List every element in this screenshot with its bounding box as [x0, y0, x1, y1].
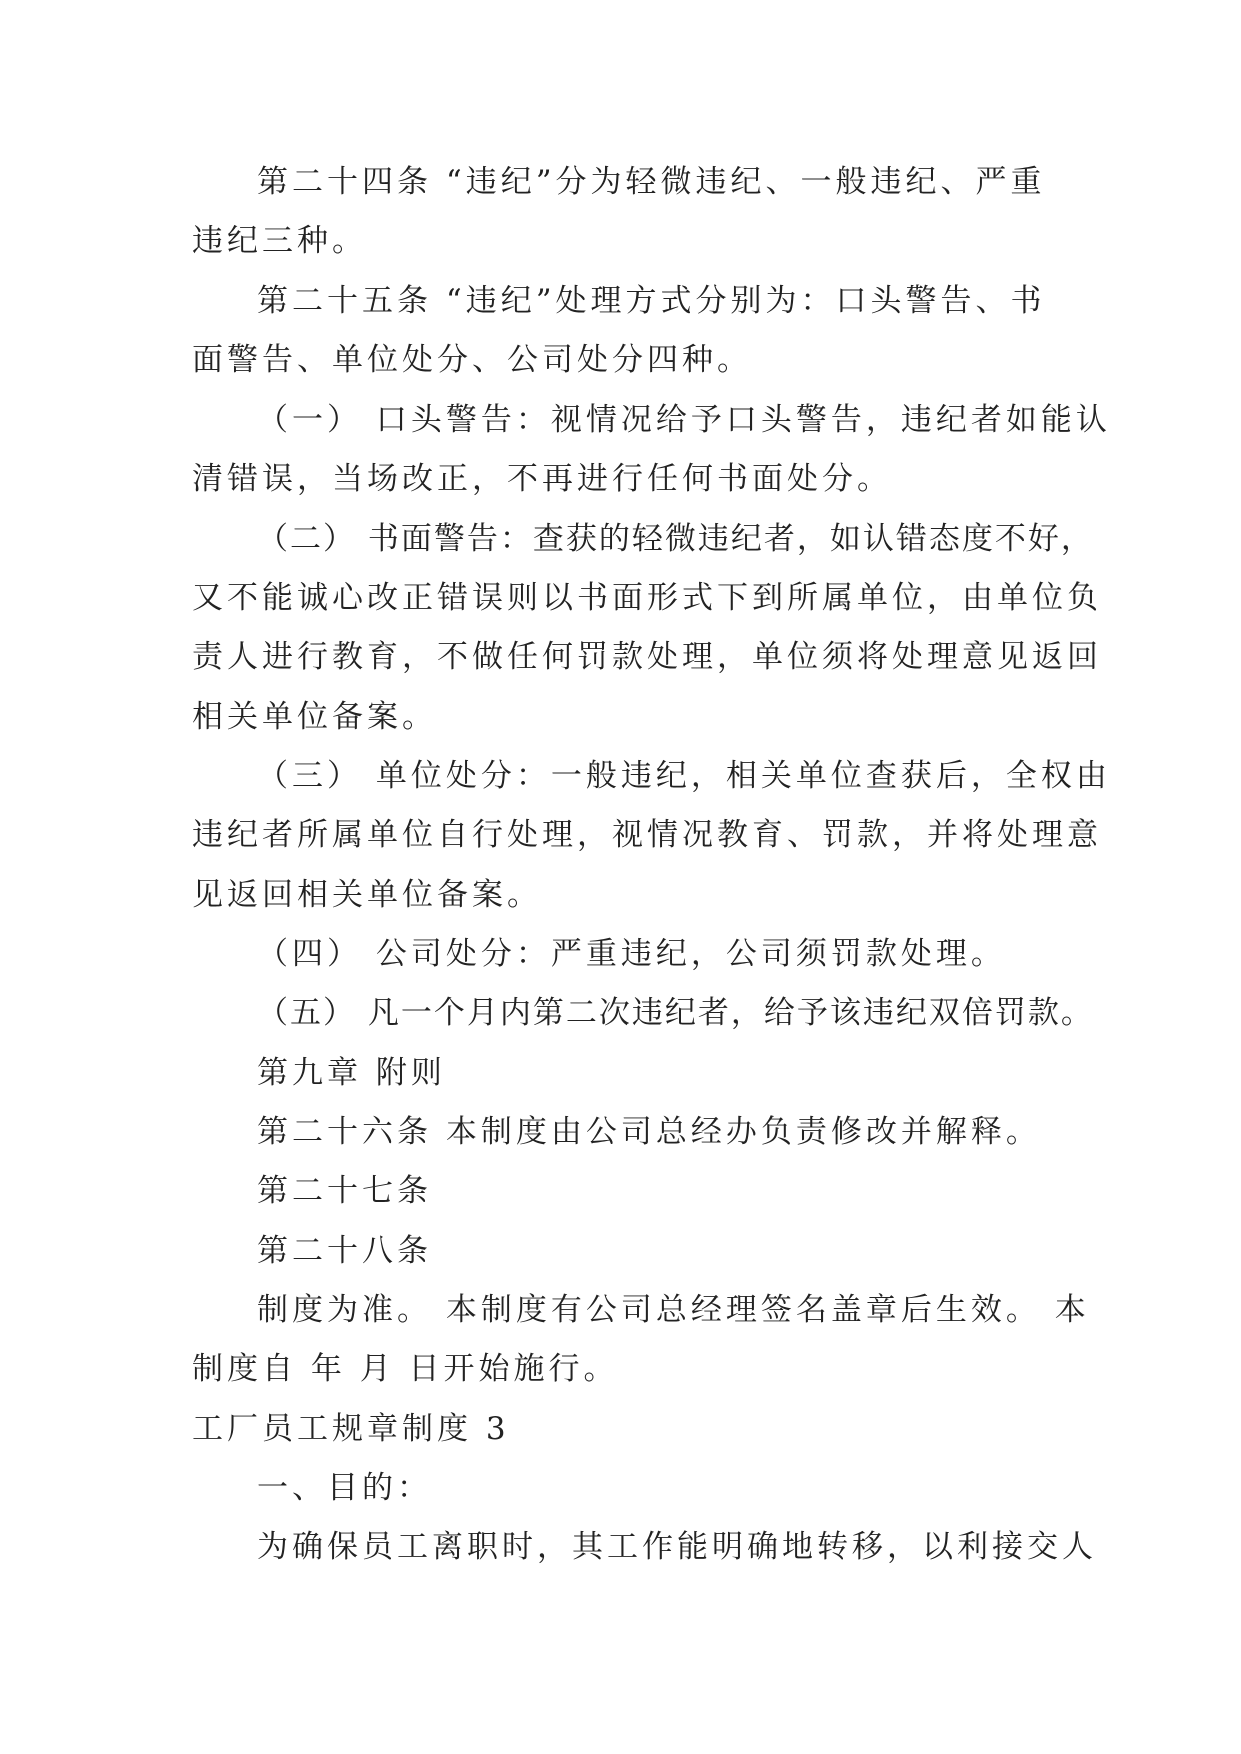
- purpose-heading: 一、目的：: [257, 1470, 432, 1506]
- article-26-line: 第二十六条 本制度由公司总经办负责修改并解释。: [257, 1114, 1041, 1150]
- article-28-line: 第二十八条: [257, 1233, 432, 1269]
- clause-4-line: （四） 公司处分：严重违纪，公司须罚款处理。: [257, 936, 1006, 972]
- article-25-line-2: 面警告、单位处分、公司处分四种。: [192, 342, 752, 378]
- clause-2-line-4: 相关单位备案。: [192, 699, 437, 735]
- clause-5-line: （五） 凡一个月内第二次违纪者，给予该违纪双倍罚款。: [257, 995, 1094, 1031]
- clause-2-line-2: 又不能诚心改正错误则以书面形式下到所属单位，由单位负: [192, 580, 1102, 616]
- section-title: 工厂员工规章制度 3: [192, 1411, 510, 1447]
- clause-2-line-3: 责人进行教育，不做任何罚款处理，单位须将处理意见返回: [192, 639, 1102, 675]
- clause-2-line-1: （二） 书面警告：查获的轻微违纪者，如认错态度不好，: [257, 521, 1094, 557]
- clause-3-line-3: 见返回相关单位备案。: [192, 877, 542, 913]
- clause-1-line-1: （一） 口头警告：视情况给予口头警告，违纪者如能认: [257, 402, 1111, 438]
- article-25-line-1: 第二十五条 “违纪”处理方式分别为：口头警告、书: [257, 283, 1046, 319]
- chapter-9-heading: 第九章 附则: [257, 1055, 446, 1091]
- clause-3-line-2: 违纪者所属单位自行处理，视情况教育、罚款，并将处理意: [192, 817, 1102, 853]
- article-24-line-2: 违纪三种。: [192, 223, 367, 259]
- clause-1-line-2: 清错误，当场改正，不再进行任何书面处分。: [192, 461, 892, 497]
- article-27-line: 第二十七条: [257, 1173, 432, 1209]
- article-24-line-1: 第二十四条 “违纪”分为轻微违纪、一般违纪、严重: [257, 164, 1046, 200]
- clause-3-line-1: （三） 单位处分：一般违纪，相关单位查获后，全权由: [257, 758, 1111, 794]
- effective-clause-line-1: 制度为准。 本制度有公司总经理签名盖章后生效。 本: [257, 1292, 1090, 1328]
- purpose-line-1: 为确保员工离职时，其工作能明确地转移，以利接交人: [257, 1529, 1097, 1565]
- effective-clause-line-2: 制度自 年 月 日开始施行。: [192, 1351, 619, 1387]
